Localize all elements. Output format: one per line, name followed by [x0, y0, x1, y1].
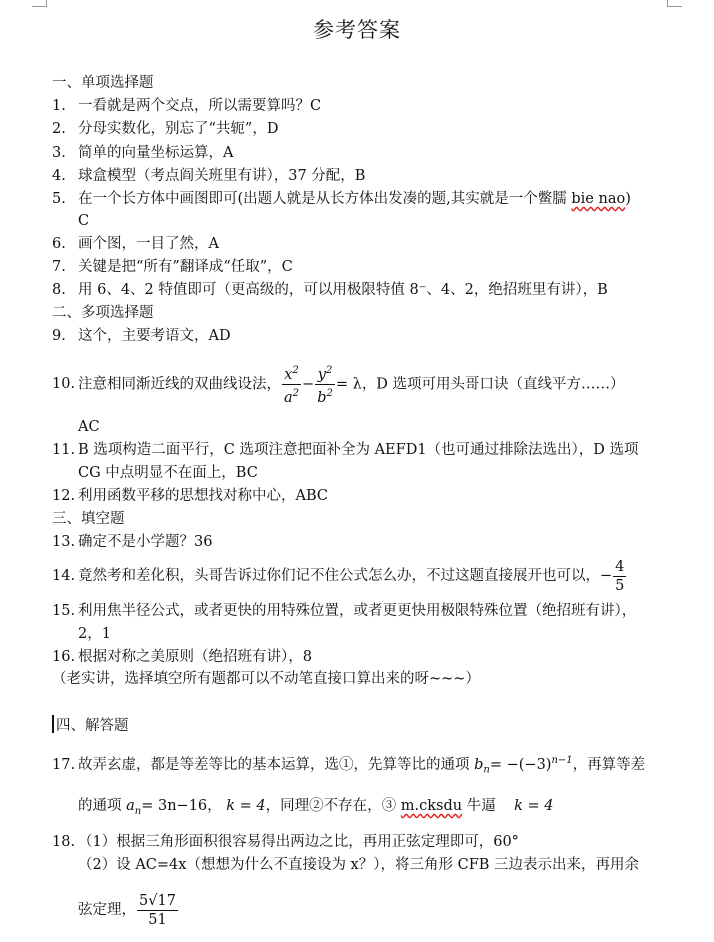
answer-18-part-2: （2）设 AC=4x（想想为什么不直接设为 x？），将三角形 CFB 三边表示出来，再用余 — [78, 857, 640, 873]
answer-17-continued: 的通项 $a_n= 3n-16$， k = 4，同理②不存在，③ m.cksdu 牛逼 k = 4 — [78, 798, 554, 817]
answer-11-continued: CG 中点明显不在面上，BC — [78, 465, 258, 481]
answer-18-continued: 弦定理， $\frac{5√17}{51}$ — [78, 892, 176, 928]
page-corner-mark-left — [32, 0, 47, 7]
page-title: 参考答案 — [313, 18, 401, 42]
answer-4: 4. 球盒模型（考点阎关班里有讲），37 分配，B — [52, 168, 366, 184]
answer-6: 6. 画个图，一目了然，A — [52, 236, 219, 252]
text-cursor — [52, 715, 54, 733]
section-heading-solutions: 四、解答题 — [52, 715, 129, 736]
answer-1: 1. 一看就是两个交点，所以需要算吗？C — [52, 98, 322, 114]
answer-8: 8. 用 6、4、2 特值即可（更高级的，可以用极限特值 8⁻、4、2，绝招班里有讲），B — [52, 282, 608, 298]
answer-10: 10. 注意相同渐近线的双曲线设法， $\frac{x^2}{a^2}$ − $\frac{y^2}{b^2}$ = λ，D 选项可用头哥口诀（直线平方……） — [52, 362, 625, 407]
answer-9: 9. 这个，主要考语文，AD — [52, 328, 231, 344]
section-heading-multiple-choice: 二、多项选择题 — [52, 305, 154, 321]
answer-13: 13. 确定不是小学题？36 — [52, 534, 213, 550]
answer-5: 5. 在一个长方体中画图即可(出题人就是从长方体出发凑的题,其实就是一个鳖臑 bie nao) — [52, 191, 631, 207]
hyperbola-y-term: $\frac{y^2}{b^2}$ — [315, 362, 335, 407]
answer-2: 2. 分母实数化，别忘了“共轭”，D — [52, 121, 279, 137]
teacher-note: （老实讲，选择填空所有题都可以不动笔直接口算出来的呀~~~） — [52, 671, 480, 687]
answer-17: 17. 故弄玄虚，都是等差等比的基本运算，选①，先算等比的通项 $b_n= -(-3)^{n-1}$，再算等差 — [52, 755, 646, 776]
answer-10-continued: AC — [78, 419, 100, 435]
answer-15: 15. 利用焦半径公式，或者更快的用特殊位置，或者更更快用极限特殊位置（绝招班有讲）， — [52, 603, 637, 619]
section-heading-fill-in: 三、填空题 — [52, 511, 125, 527]
answer-18-fraction: $\frac{5√17}{51}$ — [139, 892, 176, 928]
answer-14-fraction: $\frac{4}{5}$ — [615, 558, 625, 594]
page-corner-mark-right — [667, 0, 682, 7]
answer-18: 18. （1）根据三角形面积很容易得出两边之比，再用正弦定理即可，60° — [52, 834, 519, 850]
answer-11: 11. B 选项构造二面平行，C 选项注意把面补全为 AEFD1（也可通过排除法选出），D 选项 — [52, 442, 639, 458]
hyperbola-x-term: $\frac{x^2}{a^2}$ — [282, 362, 301, 407]
section-heading-single-choice: 一、单项选择题 — [52, 75, 154, 91]
answer-3: 3. 简单的向量坐标运算，A — [52, 145, 234, 161]
answer-7: 7. 关键是把“所有”翻译成“任取”，C — [52, 259, 293, 275]
answer-12: 12. 利用函数平移的思想找对称中心，ABC — [52, 488, 328, 504]
answer-5-continued: C — [78, 213, 90, 229]
answer-15-continued: 2，1 — [78, 626, 111, 642]
answer-14: 14. 竟然考和差化积，头哥告诉过你们记不住公式怎么办，不过这题直接展开也可以，− $\frac{4}{5}$ — [52, 558, 625, 594]
answer-16: 16. 根据对称之美原则（绝招班有讲），8 — [52, 649, 312, 665]
